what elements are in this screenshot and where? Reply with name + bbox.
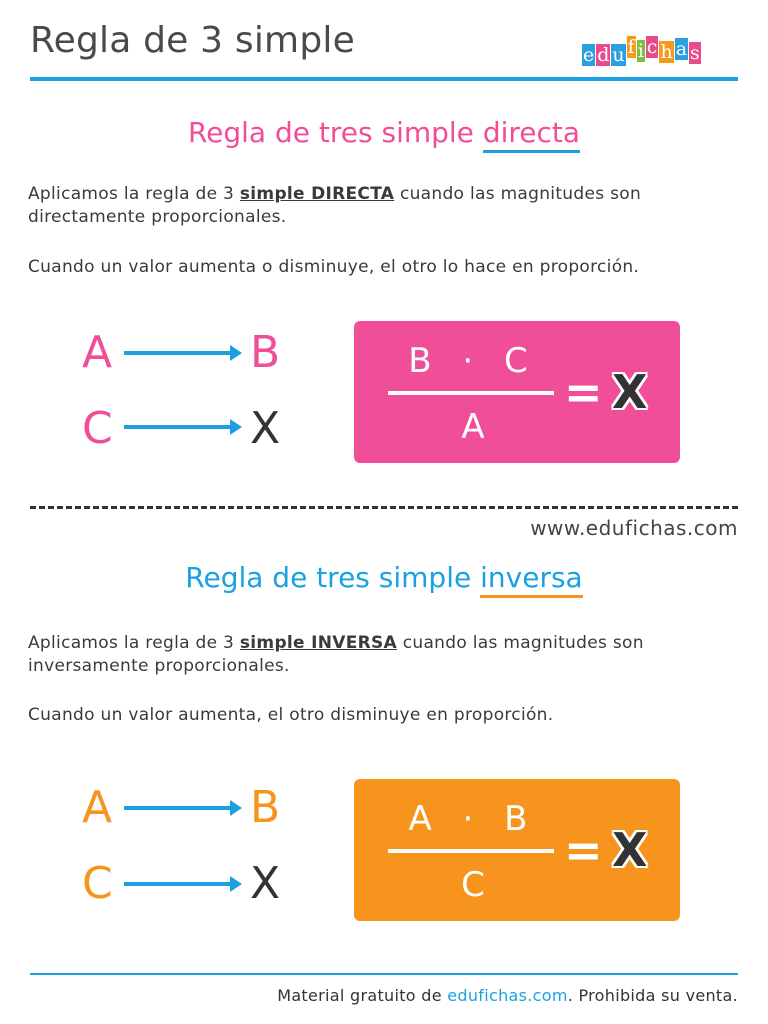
letter-a: A bbox=[82, 782, 113, 833]
text: cuando las magnitudes son inversamente proporcionales. bbox=[28, 633, 644, 676]
logo-letter: a bbox=[675, 38, 688, 60]
inversa-formula-box bbox=[354, 779, 680, 921]
formula-numerator: B · C bbox=[408, 341, 538, 381]
section-title-directa bbox=[0, 116, 768, 149]
logo-letter: e bbox=[583, 44, 595, 66]
logo-letter: s bbox=[690, 42, 700, 64]
arrow-icon bbox=[124, 351, 232, 355]
title-emphasis: inversa bbox=[480, 561, 583, 598]
inversa-paragraph-2: Cuando un valor aumenta, el otro disminuye en proporción. bbox=[28, 705, 554, 725]
inversa-diagram bbox=[80, 780, 290, 910]
header-rule bbox=[30, 77, 738, 81]
title-text: Regla de tres simple bbox=[185, 561, 472, 594]
title-text: Regla de tres simple bbox=[187, 116, 474, 149]
edufichas-logo bbox=[582, 36, 702, 66]
logo-letter: h bbox=[660, 41, 673, 63]
dashed-divider bbox=[30, 506, 738, 509]
arrow-icon bbox=[124, 806, 232, 810]
bold-text: simple INVERSA bbox=[239, 633, 398, 653]
inversa-paragraph-1 bbox=[28, 632, 744, 678]
logo-letter: i bbox=[637, 40, 644, 62]
letter-x: X bbox=[250, 858, 281, 909]
directa-formula-box bbox=[354, 321, 680, 463]
fraction-bar bbox=[388, 849, 554, 853]
letter-b: B bbox=[250, 327, 281, 378]
directa-paragraph-2: Cuando un valor aumenta o disminuye, el otro lo hace en proporción. bbox=[28, 257, 640, 277]
formula-numerator: A · B bbox=[408, 799, 538, 839]
footer-rule bbox=[30, 973, 738, 975]
logo-letter: d bbox=[597, 44, 610, 66]
formula-result: X bbox=[612, 365, 648, 419]
text: Aplicamos la regla de 3 bbox=[28, 633, 240, 653]
footer-text: Material gratuito de bbox=[277, 986, 448, 1005]
letter-c: C bbox=[82, 403, 113, 454]
footer-text: . Prohibida su venta. bbox=[567, 986, 738, 1005]
fraction-bar bbox=[388, 391, 554, 395]
page-title: Regla de 3 simple bbox=[30, 20, 355, 61]
logo-letter: f bbox=[627, 36, 635, 58]
arrow-icon bbox=[124, 882, 232, 886]
letter-b: B bbox=[250, 782, 281, 833]
equals-sign: = bbox=[564, 365, 603, 419]
letter-a: A bbox=[82, 327, 113, 378]
arrow-icon bbox=[124, 425, 232, 429]
logo-letter: u bbox=[612, 44, 625, 66]
section-title-inversa bbox=[0, 561, 768, 594]
footer-brand-link[interactable]: edufichas.com bbox=[447, 986, 568, 1005]
footer-note bbox=[277, 986, 738, 1005]
formula-denominator: A bbox=[461, 407, 485, 447]
logo-letter: c bbox=[646, 36, 658, 58]
bold-text: simple DIRECTA bbox=[239, 184, 395, 204]
formula-denominator: C bbox=[461, 865, 485, 905]
formula-result: X bbox=[612, 823, 648, 877]
equals-sign: = bbox=[564, 823, 603, 877]
text: Aplicamos la regla de 3 bbox=[28, 184, 240, 204]
letter-c: C bbox=[82, 858, 113, 909]
directa-paragraph-1 bbox=[28, 183, 744, 229]
text: cuando las magnitudes son directamente proporcionales. bbox=[28, 184, 642, 227]
directa-diagram bbox=[80, 325, 290, 455]
website-url: www.edufichas.com bbox=[530, 516, 738, 540]
letter-x: X bbox=[250, 403, 281, 454]
title-emphasis: directa bbox=[483, 116, 580, 153]
